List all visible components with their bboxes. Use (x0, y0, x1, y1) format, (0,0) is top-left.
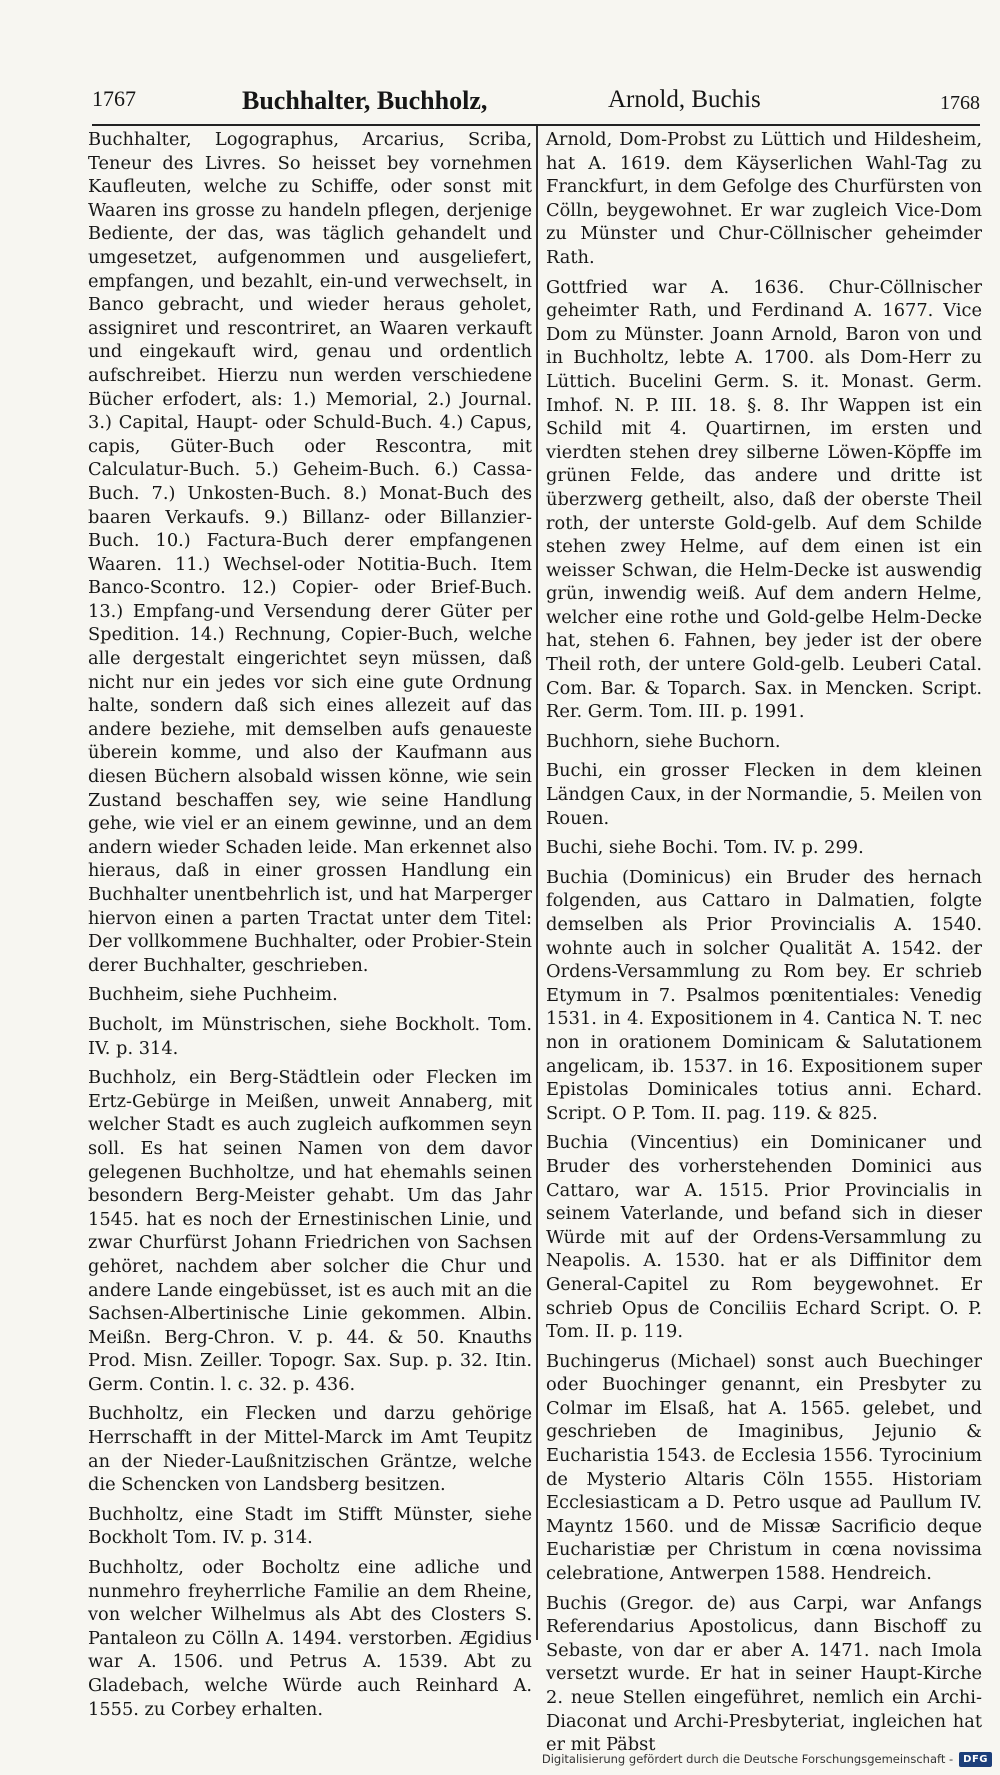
left-page-number: 1767 (92, 86, 136, 111)
dfg-logo-icon: DFG (959, 1752, 992, 1767)
entry-buchia-vincentius: Buchia (Vincentius) ein Dominicaner und Bruder des vorherstehenden Dominici aus Cattaro, war A. 1515. Prior Provincialis in seinem Vaterlande, und befand sich in dieser Würde mit auf der Ordens-Versammlung zu Neapolis. A. 1530. hat er als Diffinitor dem General-Capitel zu Rom beygewohnet. Er schrieb Opus de Conciliis Echard Script. O. P. Tom. II. p. 119. (546, 1132, 982, 1343)
entry-buchhorn: Buchhorn, siehe Buchorn. (546, 730, 781, 752)
left-column (88, 128, 532, 1727)
right-catchwords: Arnold, Buchis (608, 86, 761, 113)
right-column (546, 128, 982, 1763)
entry-buchi-bochi: Buchi, siehe Bochi. Tom. IV. p. 299. (546, 837, 864, 859)
footer-text: Digitalisierung gefördert durch die Deutsche Forschungsgemeinschaft - (541, 1752, 954, 1766)
column-divider (536, 126, 538, 1640)
entry-buchholz-berg: Buchholz, ein Berg-Städtlein oder Flecken im Ertz-Gebürge in Meißen, unweit Annaberg, mit welcher Stadt es auch zugleich aufkommen seyn soll. Es hat seinen Namen von dem davor gelegenen Buchholtze, und hat ehemahls seinen besondern Berg-Meister gehabt. Um das Jahr 1545. hat es noch der Ernestinischen Linie, und zwar Churfürst Johann Friedrichen von Sachsen gehöret, nachdem aber solcher die Chur und andere Lande eingebüsset, ist es auch mit an die Sachsen-Albertinische Linie gekommen. Albin. Meißn. Berg-Chron. V. p. 44. & 50. Knauths Prod. Misn. Zeiller. Topogr. Sax. Sup. p. 32. Itin. Germ. Contin. l. c. 32. p. 436. (88, 1067, 532, 1395)
right-page-number: 1768 (940, 92, 980, 114)
digitization-footer (542, 1749, 992, 1769)
entry-buchia-dominicus: Buchia (Dominicus) ein Bruder des hernach folgenden, aus Cattaro in Dalmatien, folgte demselben als Prior Provincialis A. 1540. wohnte auch in solcher Qualität A. 1542. der Ordens-Versammlung zu Rom bey. Er schrieb Etymum in 7. Psalmos pœnitentiales: Venedig 1531. in 4. Expositionem in 4. Cantica N. T. nec non in orationem Dominicam & Salutationem angelicam, ib. 1537. in 16. Expositionem super Epistolas Dominicales totius anni. Echard. Script. O P. Tom. II. pag. 119. & 825. (546, 866, 982, 1124)
entry-buchis: Buchis (Gregor. de) aus Carpi, war Anfangs Referendarius Apostolicus, dann Bischoff zu Sebaste, von dar er aber A. 1471. nach Imola versetzt wurde. Er hat in seiner Haupt-Kirche 2. neue Stellen eingeführet, nemlich ein Archi-Diaconat und Archi-Presbyteriat, ingleichen hat er mit Päbst (546, 1592, 982, 1756)
entry-buchi-flecken: Buchi, ein grosser Flecken in dem kleinen Ländgen Caux, in der Normandie, 5. Meilen von Rouen. (546, 760, 982, 829)
left-catchwords: Buchhalter, Buchholz, (242, 86, 488, 115)
page-header (92, 86, 980, 126)
entry-bucholt: Bucholt, im Münstrischen, siehe Bockholt. Tom. IV. p. 314. (88, 1013, 532, 1059)
entry-buchhalter: Buchhalter, Logographus, Arcarius, Scriba, Teneur des Livres. So heisset bey vornehmen Kaufleuten, welche zu Schiffe, oder sonst mit Waaren ins grosse zu handeln pflegen, derjenige Bediente, der das, was täglich gehandelt und umgesetzet, aufgenommen und ausgeliefert, empfangen, und bezahlt, ein-und verwechselt, in Banco gebracht, und wieder heraus geholet, assigniret und rescontriret, an Waaren verkauft und eingekauft wird, genau und ordentlich aufschreibet. Hierzu nun werden verschiedene Bücher erfodert, als: 1.) Memorial, 2.) Journal. 3.) Capital, Haupt- oder Schuld-Buch. 4.) Capus, capis, Güter-Buch oder Rescontra, mit Calculatur-Buch. 5.) Geheim-Buch. 6.) Cassa-Buch. 7.) Unkosten-Buch. 8.) Monat-Buch des baaren Verkaufs. 9.) Billanz- oder Billanzier-Buch. 10.) Factura-Buch derer empfangenen Waaren. 11.) Wechsel-oder Notitia-Buch. Item Banco-Scontro. 12.) Copier- oder Brief-Buch. 13.) Empfang-und Versendung derer Güter per Spedition. 14.) Rechnung, Copier-Buch, welche alle dergestalt eingerichtet seyn müssen, daß nicht nur ein jedes vor sich eine gute Ordnung halte, sondern daß sich eines allezeit auf das andere beziehe, mit demselben aufs genaueste überein komme, und also der Kaufmann aus diesen Büchern alsobald wissen könne, wie sein Zustand beschaffen sey, wie seine Handlung gehe, wie viel er an einem gewinne, und an dem andern wieder Schaden leide. Man erkennet also hieraus, daß in einer grossen Handlung ein Buchhalter unentbehrlich ist, und hat Marperger hiervon einen a parten Tractat unter dem Titel: Der vollkommene Buchhalter, oder Probier-Stein derer Buchhalter, geschrieben. (88, 129, 532, 976)
entry-arnold: Arnold, Dom-Probst zu Lüttich und Hildesheim, hat A. 1619. dem Käyserlichen Wahl-Tag zu Franckfurt, in dem Gefolge des Churfürsten von Cölln, beygewohnet. Er war zugleich Vice-Dom zu Münster und Chur-Cöllnischer geheimder Rath. (546, 129, 982, 268)
entry-buchholtz-stadt: Buchholtz, eine Stadt im Stifft Münster, siehe Bockholt Tom. IV. p. 314. (88, 1503, 532, 1549)
entry-buchholtz-familie: Buchholtz, oder Bocholtz eine adliche und nunmehro freyherrliche Familie an dem Rheine, von welcher Wilhelmus als Abt des Closters S. Pantaleon zu Cölln A. 1494. verstorben. Ægidius war A. 1506. und Petrus A. 1539. Abt zu Gladebach, welche Würde auch Reinhard A. 1555. zu Corbey erhalten. (88, 1557, 532, 1720)
entry-buchheim: Buchheim, siehe Puchheim. (88, 984, 338, 1006)
entry-gottfried: Gottfried war A. 1636. Chur-Cöllnischer geheimter Rath, und Ferdinand A. 1677. Vice Dom zu Münster. Joann Arnold, Baron von und in Buchholtz, lebte A. 1700. als Dom-Herr zu Lüttich. Bucelini Germ. S. it. Monast. Germ. Imhof. N. P. III. 18. §. 8. Ihr Wappen ist ein Schild mit 4. Quartirnen, im ersten und vierdten stehen drey silberne Löwen-Köpffe im grünen Felde, das andere und dritte ist überzwerg getheilt, also, daß der oberste Theil roth, der unterste Gold-gelb. Auf dem Schilde stehen zwey Helme, auf dem einen ist ein weisser Schwan, die Helm-Decke ist auswendig grün, inwendig weiß. Auf dem andern Helme, welcher eine rothe und Gold-gelbe Helm-Decke hat, stehen 6. Fahnen, bey jeder ist der obere Theil roth, der untere Gold-gelb. Leuberi Catal. Com. Bar. & Toparch. Sax. in Mencken. Script. Rer. Germ. Tom. III. p. 1991. (546, 276, 982, 723)
entry-buchholtz-flecken: Buchholtz, ein Flecken und darzu gehörige Herrschafft in der Mittel-Marck im Amt Teupitz an der Nieder-Laußnitzischen Gräntze, welche die Schencken von Landsberg besitzen. (88, 1403, 532, 1496)
entry-buchingerus: Buchingerus (Michael) sonst auch Buechinger oder Buochinger genannt, ein Presbyter zu Colmar im Elsaß, hat A. 1565. gelebet, und geschrieben de Imaginibus, Jejunio & Eucharistia 1543. de Ecclesia 1556. Tyrocinium de Mysterio Altaris Cöln 1555. Historiam Ecclesiasticam a D. Petro usque ad Paullum IV. Mayntz 1560. und de Missæ Sacrificio deque Eucharistiæ per Christum in cœna novissima celebratione, Antwerpen 1588. Hendreich. (546, 1350, 982, 1585)
